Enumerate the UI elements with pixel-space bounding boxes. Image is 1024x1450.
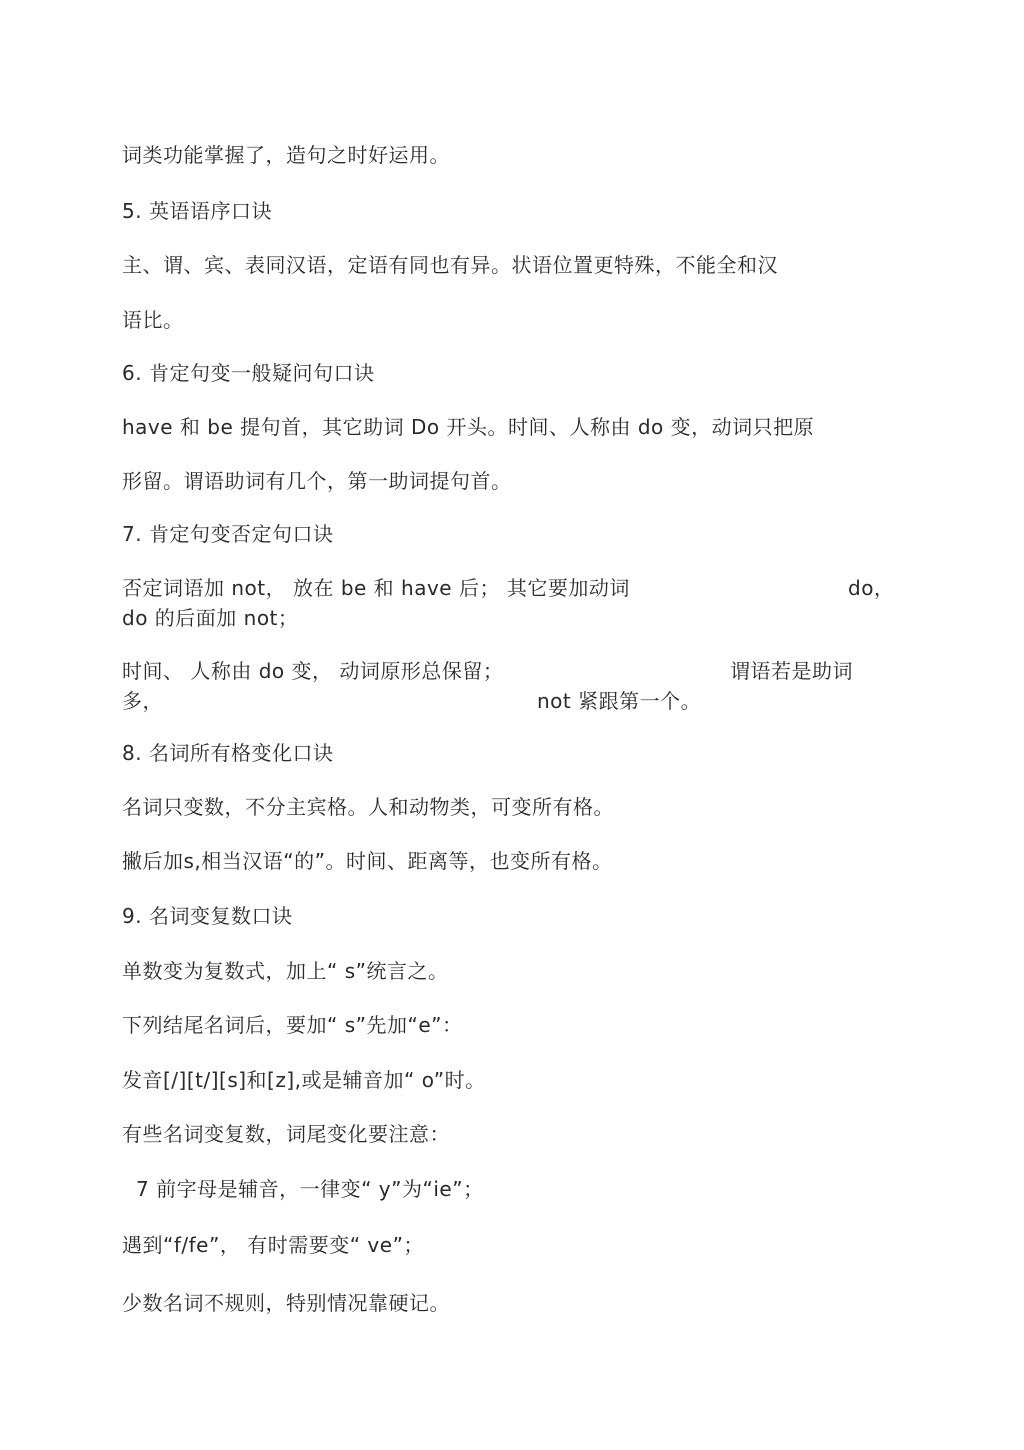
text-line: 少数名词不规则，特别情况靠硬记。 <box>122 1291 450 1315</box>
section-heading: 6. 肯定句变一般疑问句口诀 <box>122 361 375 385</box>
section-heading: 8. 名词所有格变化口诀 <box>122 741 334 765</box>
text-segment: do， <box>848 576 895 600</box>
text-line: 撇后加s,相当汉语“的”。时间、距离等，也变所有格。 <box>122 849 613 873</box>
section-heading: 5. 英语语序口诀 <box>122 199 272 223</box>
text-line: 7 前字母是辅音，一律变“ y”为“ie”； <box>136 1177 484 1201</box>
text-line: 时间、 人称由 do 变， 动词原形总保留； <box>122 659 504 683</box>
text-line: 否定词语加 not， 放在 be 和 have 后； 其它要加动词 <box>122 576 630 600</box>
text-segment: 谓语若是助词 <box>730 659 853 683</box>
text-line: 有些名词变复数，词尾变化要注意： <box>122 1122 450 1146</box>
text-segment: not 紧跟第一个。 <box>537 689 702 713</box>
text-line: 遇到“f/fe”， 有时需要变“ ve”； <box>122 1233 424 1257</box>
text-line: 发音[/][t/][s]和[z],或是辅音加“ o”时。 <box>122 1068 486 1092</box>
text-line: 主、谓、宾、表同汉语，定语有同也有异。状语位置更特殊，不能全和汉 <box>122 253 778 277</box>
section-heading: 9. 名词变复数口诀 <box>122 904 293 928</box>
text-line: 下列结尾名词后，要加“ s”先加“e”： <box>122 1013 463 1037</box>
text-line: have 和 be 提句首，其它助词 Do 开头。时间、人称由 do 变，动词只把原 <box>122 415 815 439</box>
text-line: 词类功能掌握了，造句之时好运用。 <box>122 143 450 167</box>
text-line: do 的后面加 not； <box>122 606 299 630</box>
text-line: 多， <box>122 689 163 713</box>
section-heading: 7. 肯定句变否定句口诀 <box>122 522 334 546</box>
text-line: 语比。 <box>122 308 184 332</box>
text-line: 形留。谓语助词有几个，第一助词提句首。 <box>122 469 512 493</box>
text-line: 名词只变数，不分主宾格。人和动物类，可变所有格。 <box>122 795 614 819</box>
text-line: 单数变为复数式，加上“ s”统言之。 <box>122 959 449 983</box>
